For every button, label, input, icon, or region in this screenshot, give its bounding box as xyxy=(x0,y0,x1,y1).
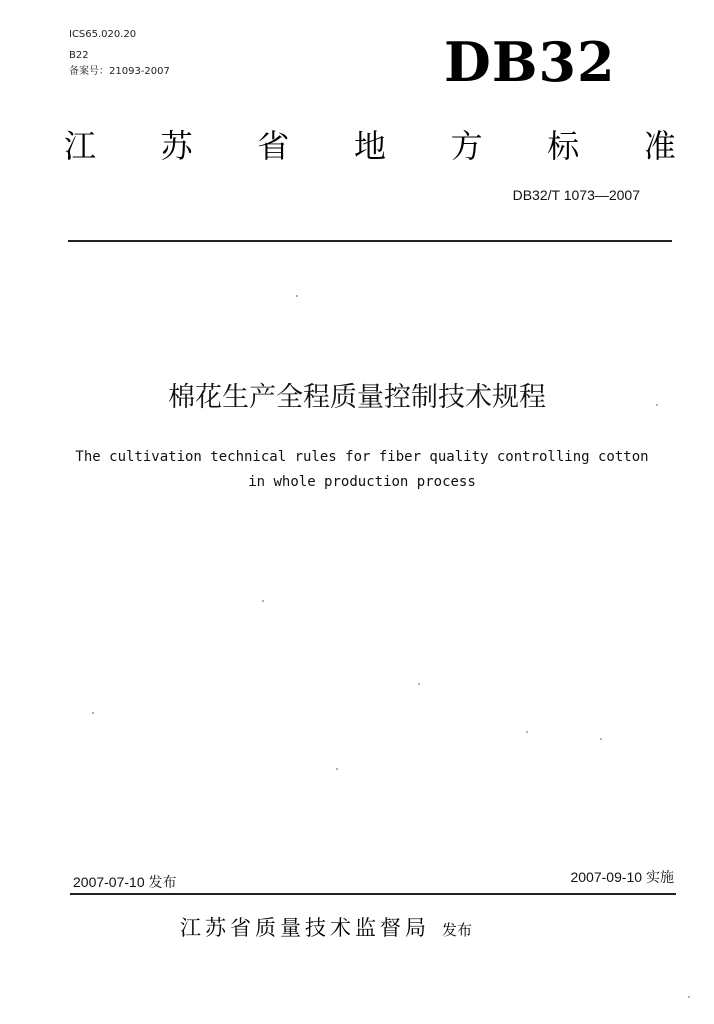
standard-code-logo: DB32 xyxy=(444,30,616,94)
issuer-suffix: 发布 xyxy=(442,921,473,939)
standard-number: DB32/T 1073—2007 xyxy=(512,187,640,203)
release-date: 2007-07-10 发布 xyxy=(73,874,177,890)
scan-speck xyxy=(418,683,420,685)
standard-type-char: 江 xyxy=(63,127,96,165)
standard-type-char: 地 xyxy=(353,127,386,165)
document-title-english-line-2: in whole production process xyxy=(248,474,476,490)
scan-speck xyxy=(262,600,264,602)
scan-speck xyxy=(336,768,338,770)
ics-code: ICS65.020.20 xyxy=(69,29,137,40)
issuer-name: 江苏省质量技术监督局 xyxy=(180,916,430,940)
issuer-line xyxy=(180,913,600,943)
filing-number: 备案号：21093-2007 xyxy=(69,66,170,77)
scan-speck xyxy=(656,404,658,406)
ccs-code: B22 xyxy=(69,50,89,61)
standard-type-char: 标 xyxy=(547,127,580,165)
bottom-divider xyxy=(70,893,676,895)
implementation-date: 2007-09-10 实施 xyxy=(570,869,674,885)
standard-type-char: 省 xyxy=(257,127,290,165)
document-title-english-line-1: The cultivation technical rules for fiber quality controlling cotton xyxy=(75,449,649,465)
standard-type-heading xyxy=(60,120,680,172)
document-title-chinese: 棉花生产全程质量控制技术规程 xyxy=(168,382,546,413)
standard-type-char: 准 xyxy=(643,127,676,165)
standard-type-char: 苏 xyxy=(160,127,193,165)
scan-speck xyxy=(600,738,602,740)
scan-speck xyxy=(92,712,94,714)
standard-type-char: 方 xyxy=(450,127,483,165)
scan-speck xyxy=(296,295,298,297)
top-divider xyxy=(68,240,672,242)
scan-speck xyxy=(688,996,690,998)
scan-speck xyxy=(526,731,528,733)
